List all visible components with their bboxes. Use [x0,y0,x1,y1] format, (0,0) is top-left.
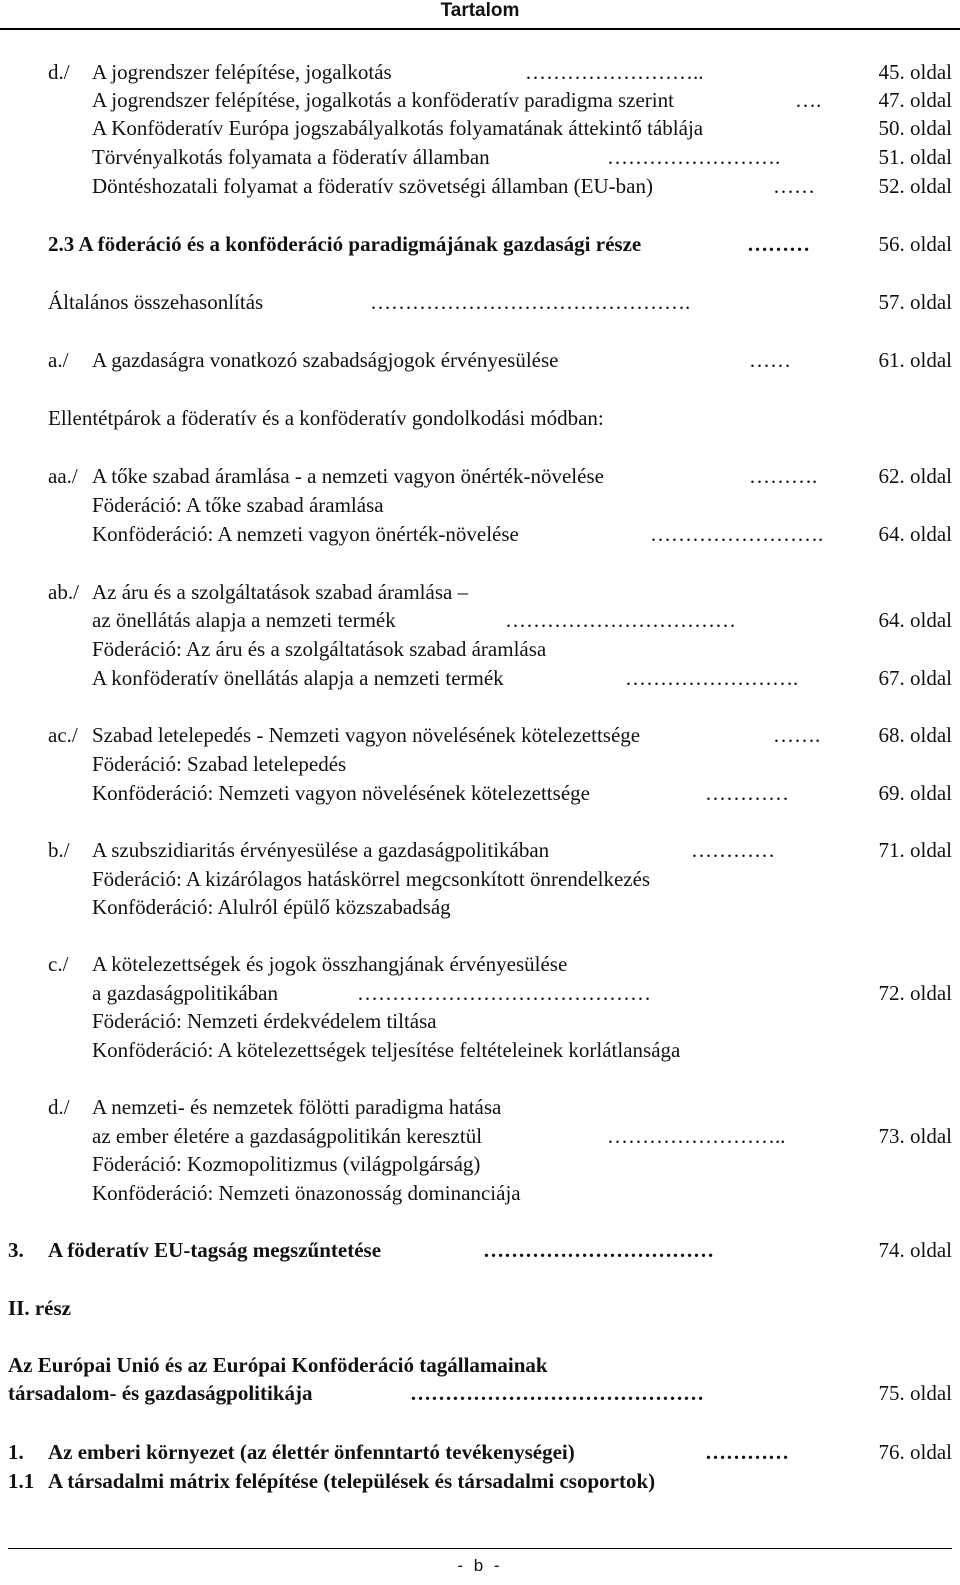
toc-entry-label: d./ [48,60,70,84]
toc-entry-title: A gazdaságra vonatkozó szabadságjogok érvényesülése [92,348,559,372]
toc-dot-leader: …………………….. [607,1124,786,1148]
toc-page-number: 68. oldal [878,723,952,747]
toc-entry-label: c./ [48,952,69,976]
toc-entry-title: A kötelezettségek és jogok összhangjának érvényesülése [92,952,568,976]
toc-entry-label: d./ [48,1095,70,1119]
toc-page-number: 67. oldal [878,666,952,690]
toc-entry-title: A jogrendszer felépítése, jogalkotás [92,60,392,84]
toc-entry-label: ac./ [48,723,78,747]
toc-entry-title: A társadalmi mátrix felépítése (települések és társadalmi csoportok) [48,1469,656,1493]
toc-entry-title: Szabad letelepedés - Nemzeti vagyon növelésének kötelezettsége [92,723,641,747]
toc-entry-title: az ember életére a gazdaságpolitikán keresztül [92,1124,483,1148]
toc-entry-title: Föderáció: Nemzeti érdekvédelem tiltása [92,1009,437,1033]
toc-entry-title: Konföderáció: Alulról épülő közszabadság [92,895,451,919]
toc-dot-leader: ………… [705,1440,789,1464]
toc-entry-title: Föderáció: Szabad letelepedés [92,752,347,776]
toc-dot-leader: …………………………………… [410,1381,704,1405]
toc-dot-leader: …… [773,174,815,198]
toc-page-number: 57. oldal [878,290,952,314]
toc-entry-title: Az áru és a szolgáltatások szabad áramlása – [92,580,469,604]
toc-entry-title: a gazdaságpolitikában [92,981,279,1005]
toc-entry-title: A jogrendszer felépítése, jogalkotás a konföderatív paradigma szerint [92,88,674,112]
header-divider [0,28,960,30]
toc-entry-title: II. rész [8,1296,71,1320]
toc-entry-title: Konföderáció: Nemzeti vagyon növelésének kötelezettsége [92,781,590,805]
toc-dot-leader: …………………………… [505,608,736,632]
toc-dot-leader: ……………………. [625,666,799,690]
toc-page-number: 47. oldal [878,88,952,112]
toc-entry-title: Törvényalkotás folyamata a föderatív államban [92,145,490,169]
toc-entry-label: aa./ [48,464,78,488]
toc-dot-leader: …………………………………… [357,981,651,1005]
toc-dot-leader: …………………………… [483,1238,714,1262]
toc-page-number: 45. oldal [878,60,952,84]
toc-dot-leader: …… [749,348,791,372]
toc-entry-title: A szubszidiaritás érvényesülése a gazdaságpolitikában [92,838,550,862]
toc-dot-leader: ……. [773,723,821,747]
footer-divider [8,1548,952,1549]
toc-page-number: 73. oldal [878,1124,952,1148]
toc-dot-leader: ……………………. [607,145,781,169]
toc-page-number: 64. oldal [878,522,952,546]
toc-page-number: 72. oldal [878,981,952,1005]
toc-entry-title: Konföderáció: Nemzeti önazonosság dominanciája [92,1181,521,1205]
toc-dot-leader: …………………….. [525,60,704,84]
toc-entry-title: Ellentétpárok a föderatív és a konföderatív gondolkodási módban: [48,406,604,430]
toc-page-number: 56. oldal [878,232,952,256]
toc-entry-title: Konföderáció: A nemzeti vagyon önérték-növelése [92,522,519,546]
toc-page-number: 61. oldal [878,348,952,372]
page-header-title: Tartalom [440,0,520,21]
toc-page-number: 76. oldal [878,1440,952,1464]
toc-entry-label: 1.1 [8,1469,35,1493]
toc-entry-title: 2.3 A föderáció és a konföderáció paradigmájának gazdasági része [48,232,642,256]
toc-dot-leader: ……… [747,232,810,256]
toc-dot-leader: ………… [691,838,775,862]
toc-entry-title: Az Európai Unió és az Európai Konföderáció tagállamainak [8,1353,548,1377]
toc-entry-title: A nemzeti- és nemzetek fölötti paradigma hatása [92,1095,502,1119]
toc-entry-title: Föderáció: Az áru és a szolgáltatások szabad áramlása [92,637,547,661]
toc-entry-title: Az emberi környezet (az élettér önfenntartó tevékenységei) [48,1440,575,1464]
toc-page-number: 50. oldal [878,116,952,140]
page-number: - b - [457,1556,503,1575]
toc-entry-title: A konföderatív önellátás alapja a nemzeti termék [92,666,504,690]
toc-entry-label: ab./ [48,580,79,604]
toc-page-number: 52. oldal [878,174,952,198]
toc-entry-title: A föderatív EU-tagság megszűntetése [48,1238,382,1262]
toc-dot-leader: ………. [749,464,818,488]
toc-entry-label: 1. [8,1440,24,1464]
toc-entry-title: Föderáció: Kozmopolitizmus (világpolgárság) [92,1152,481,1176]
toc-entry-label: 3. [8,1238,24,1262]
toc-dot-leader: ……………………. [650,522,824,546]
toc-page-number: 74. oldal [878,1238,952,1262]
toc-entry-label: b./ [48,838,70,862]
toc-page-number: 75. oldal [878,1381,952,1405]
toc-page-number: 51. oldal [878,145,952,169]
toc-entry-title: társadalom- és gazdaságpolitikája [8,1381,313,1405]
toc-page-number: 69. oldal [878,781,952,805]
toc-entry-label: a./ [48,348,69,372]
toc-entry-title: az önellátás alapja a nemzeti termék [92,608,396,632]
toc-dot-leader: ………… [705,781,789,805]
toc-dot-leader: …. [795,88,822,112]
toc-page-number: 71. oldal [878,838,952,862]
toc-entry-title: Döntéshozatali folyamat a föderatív szövetségi államban (EU-ban) [92,174,653,198]
toc-page-number: 62. oldal [878,464,952,488]
toc-entry-title: Föderáció: A tőke szabad áramlása [92,493,384,517]
toc-entry-title: Általános összehasonlítás [48,290,264,314]
toc-entry-title: A Konföderatív Európa jogszabályalkotás folyamatának áttekintő táblája [92,116,704,140]
toc-page-number: 64. oldal [878,608,952,632]
toc-entry-title: Föderáció: A kizárólagos hatáskörrel megcsonkított önrendelkezés [92,867,651,891]
toc-dot-leader: ………………………………………. [370,290,691,314]
toc-entry-title: A tőke szabad áramlása - a nemzeti vagyon önérték-növelése [92,464,604,488]
toc-entry-title: Konföderáció: A kötelezettségek teljesítése feltételeinek korlátlansága [92,1038,681,1062]
